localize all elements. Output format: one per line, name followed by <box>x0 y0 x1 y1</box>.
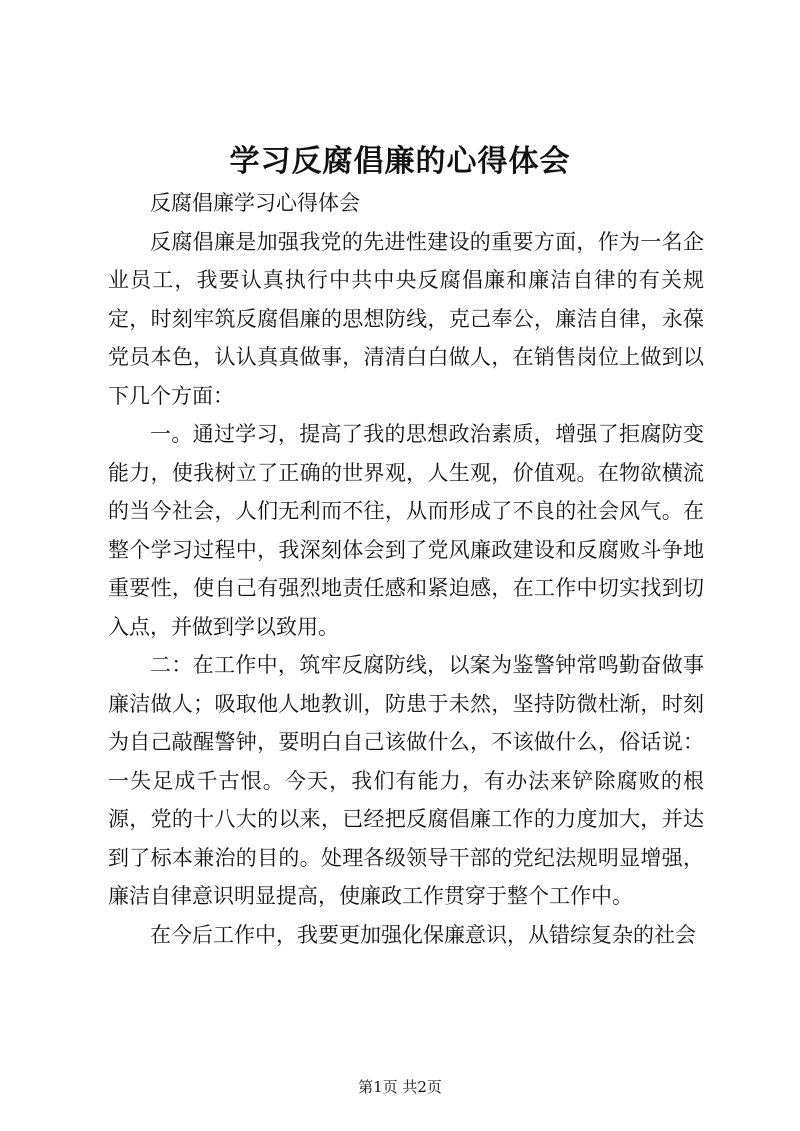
paragraph-point-one: 一。通过学习，提高了我的思想政治素质，增强了拒腐防变能力，使我树立了正确的世界观，人生观，价值观。在物欲横流的当今社会，人们无利而不往，从而形成了不良的社会风气。在整个学习过程中，我深刻体会到了党风廉政建设和反腐败斗争地重要性，使自己有强烈地责任感和紧迫感，在工作中切实找到切入点，并做到学以致用。 <box>108 422 704 639</box>
document-title: 学习反腐倡廉的心得体会 <box>229 144 571 179</box>
page-number-footer: 第1页 共2页 <box>358 1078 442 1096</box>
document-body <box>108 184 704 954</box>
document-subtitle: 反腐倡廉学习心得体会 <box>150 191 360 215</box>
paragraph-intro: 反腐倡廉是加强我党的先进性建设的重要方面，作为一名企业员工，我要认真执行中共中央反腐倡廉和廉洁自律的有关规定，时刻牢筑反腐倡廉的思想防线，克己奉公，廉洁自律，永葆党员本色，认认真真做事，清清白白做人，在销售岗位上做到以下几个方面： <box>108 229 704 408</box>
paragraph-future-work: 在今后工作中，我要更加强化保廉意识，从错综复杂的社会 <box>150 922 696 947</box>
paragraph-point-two: 二：在工作中，筑牢反腐防线，以案为鉴警钟常鸣勤奋做事廉洁做人；吸取他人地教训，防患于未然，坚持防微杜渐，时刻为自己敲醒警钟，要明白自己该做什么，不该做什么，俗话说：一失足成千古恨。今天，我们有能力，有办法来铲除腐败的根源，党的十八大的以来，已经把反腐倡廉工作的力度加大，并达到了标本兼治的目的。处理各级领导干部的党纪法规明显增强，廉洁自律意识明显提高，使廉政工作贯穿于整个工作中。 <box>108 653 704 908</box>
